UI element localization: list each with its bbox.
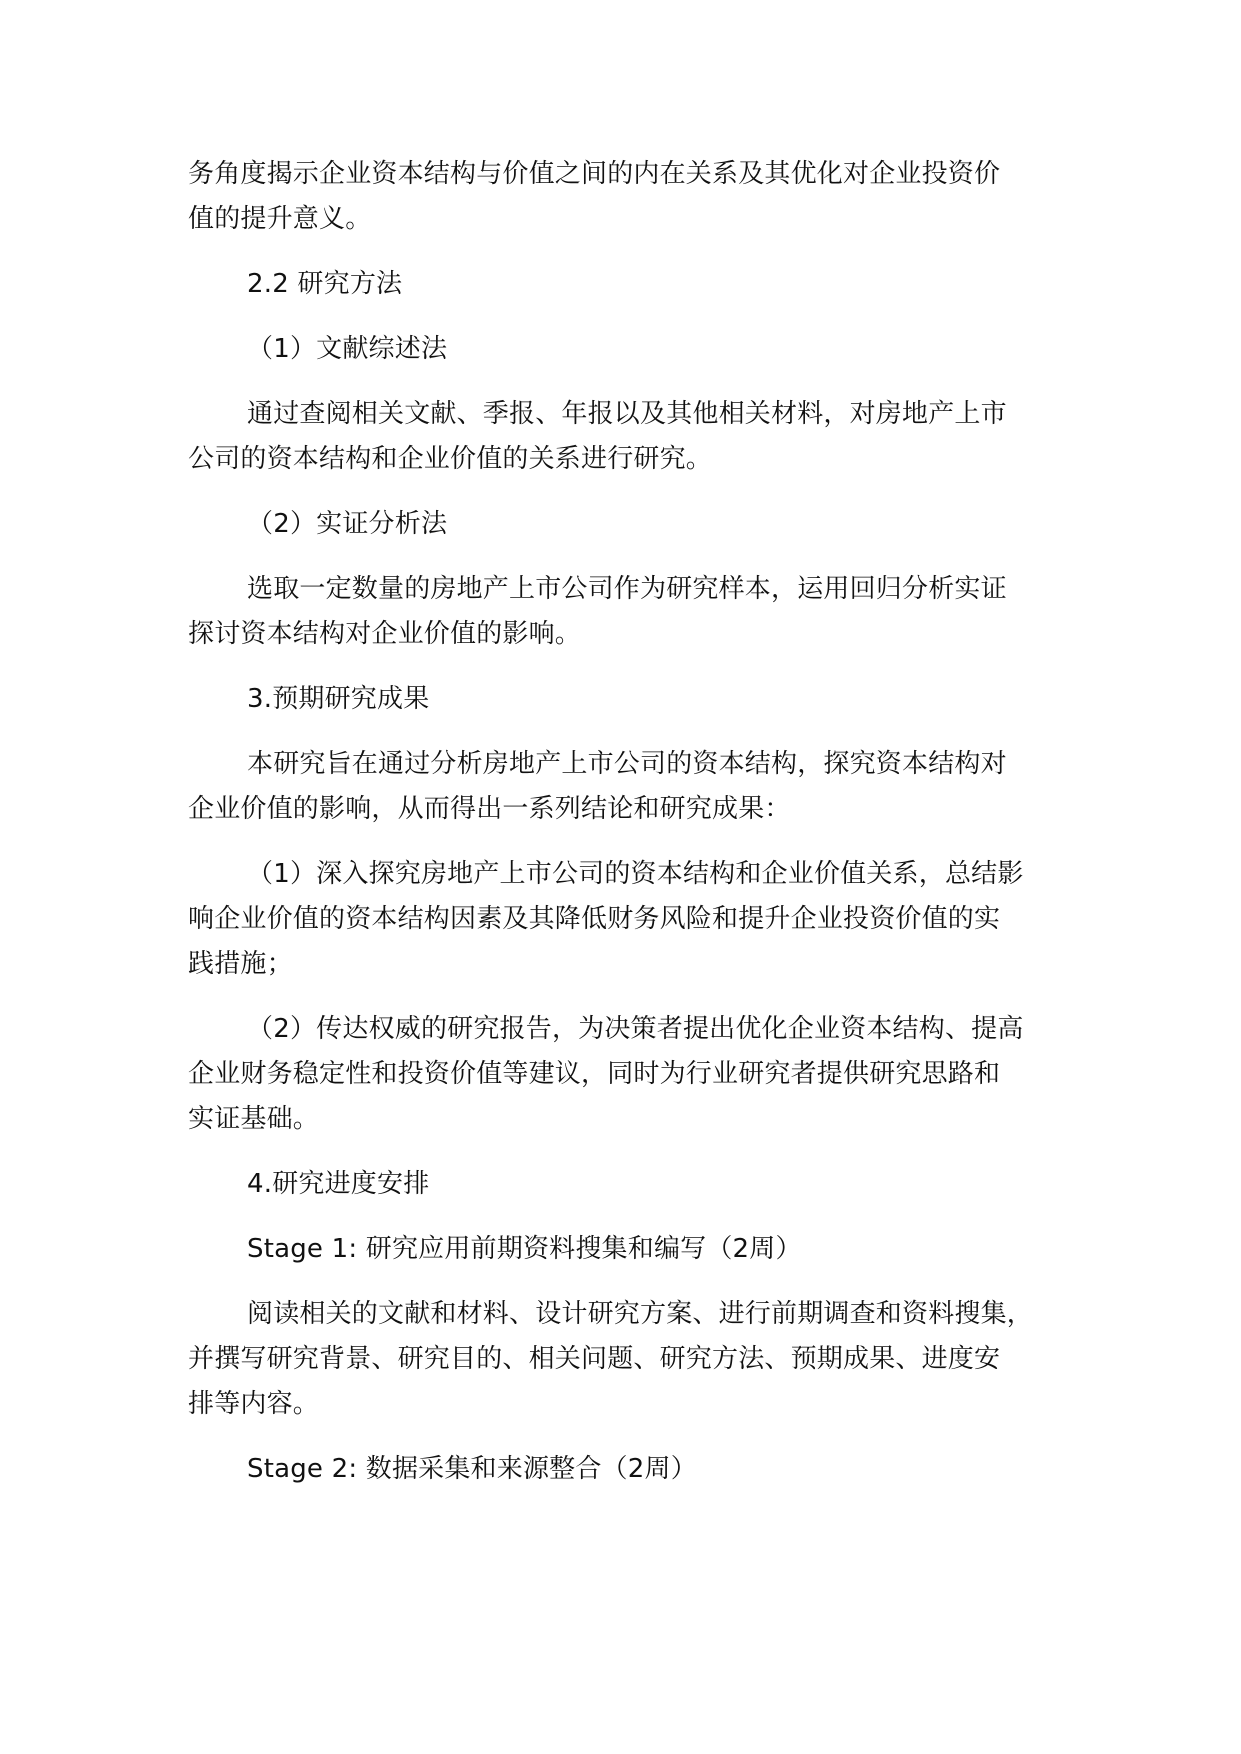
section-heading: 3.预期研究成果 xyxy=(247,684,430,714)
section-heading: 2.2 研究方法 xyxy=(247,269,403,299)
paragraph-line: （2）传达权威的研究报告，为决策者提出优化企业资本结构、提高 xyxy=(247,1014,1024,1044)
paragraph-line: 务角度揭示企业资本结构与价值之间的内在关系及其优化对企业投资价 xyxy=(188,159,1001,189)
paragraph-line: 本研究旨在通过分析房地产上市公司的资本结构，探究资本结构对 xyxy=(247,749,1007,779)
stage-heading: Stage 1: 研究应用前期资料搜集和编写（2周） xyxy=(247,1234,802,1264)
paragraph-line: 企业价值的影响，从而得出一系列结论和研究成果： xyxy=(188,794,791,824)
stage-heading: Stage 2: 数据采集和来源整合（2周） xyxy=(247,1454,697,1484)
paragraph-line: 选取一定数量的房地产上市公司作为研究样本，运用回归分析实证 xyxy=(247,574,1007,604)
paragraph-line: 通过查阅相关文献、季报、年报以及其他相关材料，对房地产上市 xyxy=(247,399,1007,429)
paragraph-line: 并撰写研究背景、研究目的、相关问题、研究方法、预期成果、进度安 xyxy=(188,1344,1001,1374)
paragraph-line: （1）深入探究房地产上市公司的资本结构和企业价值关系，总结影 xyxy=(247,859,1024,889)
section-heading: 4.研究进度安排 xyxy=(247,1169,430,1199)
subsection-heading: （2）实证分析法 xyxy=(247,509,448,539)
paragraph-line: 公司的资本结构和企业价值的关系进行研究。 xyxy=(188,444,713,474)
paragraph-line: 值的提升意义。 xyxy=(188,204,372,234)
paragraph-line: 企业财务稳定性和投资价值等建议，同时为行业研究者提供研究思路和 xyxy=(188,1059,1001,1089)
paragraph-line: 排等内容。 xyxy=(188,1389,320,1419)
paragraph-line: 践措施； xyxy=(188,949,293,979)
paragraph-line: 探讨资本结构对企业价值的影响。 xyxy=(188,619,582,649)
paragraph-line: 实证基础。 xyxy=(188,1104,320,1134)
paragraph-line: 响企业价值的资本结构因素及其降低财务风险和提升企业投资价值的实 xyxy=(188,904,1001,934)
subsection-heading: （1）文献综述法 xyxy=(247,334,448,364)
paragraph-line: 阅读相关的文献和材料、设计研究方案、进行前期调查和资料搜集， xyxy=(247,1299,1034,1329)
